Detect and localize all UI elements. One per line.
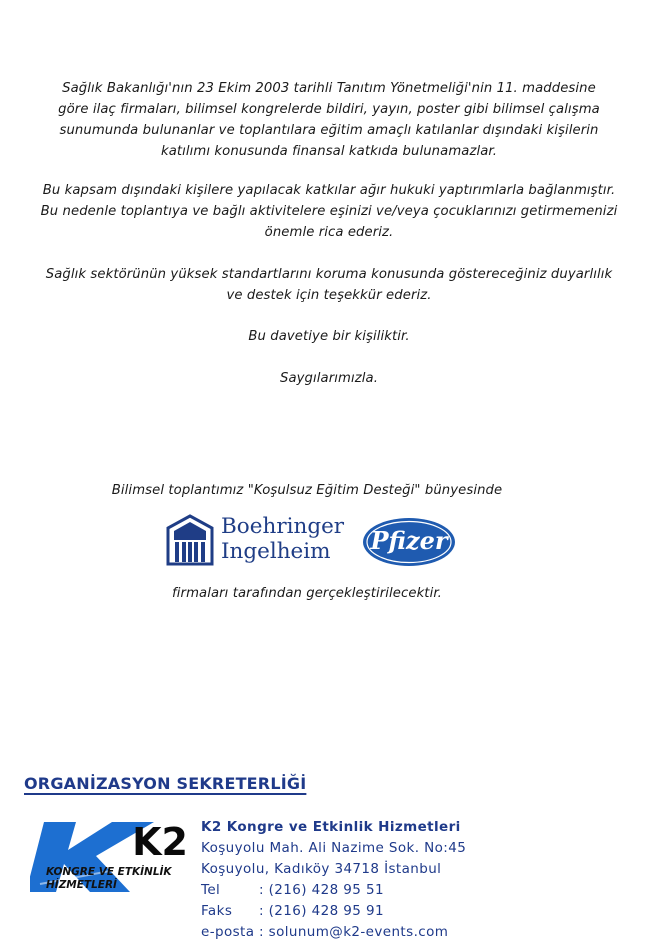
k2-logo-mark: K2 [132, 820, 188, 864]
notice-line: Bu nedenle toplantıya ve bağlı aktivitelere eşinizi ve/veya çocuklarınızı getirmemenizi [40, 204, 618, 219]
fax-label: Faks [201, 903, 233, 919]
pfizer-logo [361, 516, 457, 572]
notice-line: Saygılarımızla. [280, 371, 378, 386]
boehringer-emblem-icon [166, 514, 214, 566]
organization-secretariat-title: ORGANİZASYON SEKRETERLİĞİ [24, 774, 307, 793]
boehringer-ingelheim-logo [166, 514, 345, 566]
address-line-1: Koşuyolu Mah. Ali Nazime Sok. No:45 [201, 840, 467, 856]
notice-line: Sağlık Bakanlığı'nın 23 Ekim 2003 tarihli Tanıtım Yönetmeliği'nin 11. maddesine [62, 81, 596, 96]
notice-paragraph-3 [10, 264, 648, 306]
fax-value: : (216) 428 95 91 [259, 903, 384, 919]
fax-row [201, 901, 466, 922]
notice-line: katılımı konusunda finansal katkıda bulunamazlar. [160, 144, 498, 159]
notice-line: önemle rica ederiz. [264, 225, 394, 240]
company-name: K2 Kongre ve Etkinlik Hizmetleri [201, 819, 461, 835]
boehringer-wordmark: Boehringer Ingelheim [221, 514, 345, 564]
phone-label: Tel [201, 882, 221, 898]
phone-value: : (216) 428 95 51 [259, 882, 384, 898]
notice-paragraph-1 [10, 78, 648, 162]
address-line-2: Koşuyolu, Kadıköy 34718 İstanbul [201, 861, 442, 877]
phone-row [201, 880, 466, 901]
notice-paragraph-2 [10, 180, 648, 243]
sponsors-intro: Bilimsel toplantımız "Koşulsuz Eğitim Desteği" bünyesinde [111, 483, 503, 498]
pfizer-wordmark: Pfizer [370, 526, 448, 555]
notice-line: ve destek için teşekkür ederiz. [226, 288, 432, 303]
notice-line: sunumunda bulunanlar ve toplantılara eğitim amaçlı katılanlar dışındaki kişilerin [59, 123, 599, 138]
notice-line: göre ilaç firmaları, bilimsel kongrelerde bildiri, yayın, poster gibi bilimsel çalışma [58, 102, 600, 117]
k2-logo-subtitle: KONGRE VE ETKİNLİK HİZMETLERİ [46, 866, 172, 891]
email-value: : solunum@k2-events.com [259, 924, 449, 940]
contact-block [201, 817, 466, 943]
email-row [201, 922, 466, 943]
notice-line: Bu kapsam dışındaki kişilere yapılacak katkılar ağır hukuki yaptırımlarla bağlanmıştır. [42, 183, 616, 198]
closing-greeting [10, 368, 648, 389]
sponsors-outro: firmaları tarafından gerçekleştirilecektir. [172, 586, 442, 601]
notice-line: Bu davetiye bir kişiliktir. [248, 329, 410, 344]
notice-paragraph-4 [10, 326, 648, 347]
email-label: e-posta [201, 924, 255, 940]
notice-line: Sağlık sektörünün yüksek standartlarını koruma konusunda göstereceğiniz duyarlılık [45, 267, 613, 282]
